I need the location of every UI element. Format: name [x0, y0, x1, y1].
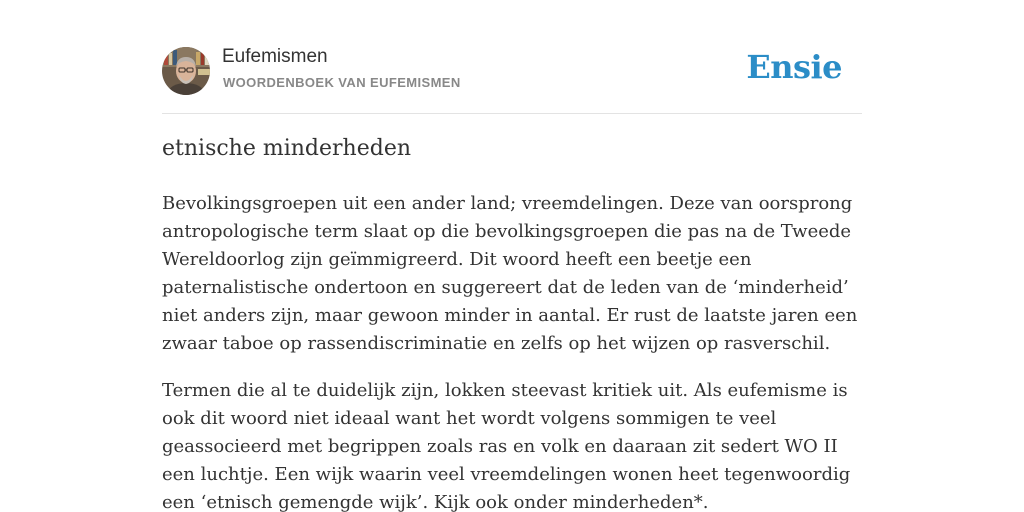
entry-paragraph-1: Bevolkingsgroepen uit een ander land; vreemdelingen. Deze van oorsprong antropologische term slaat op die bevolkingsgroepen die pas na de Tweede Wereldoorlog zijn geïmmigreerd. Dit woord heeft een beetje een paternalistische ondertoon en suggereert dat de leden van de ‘minderheid’ niet anders zijn, maar gewoon minder in aantal. Er rust de laatste jaren een zwaar taboe op rassendiscriminatie en zelfs op het wijzen op rasverschil.	[162, 193, 858, 354]
author-header	[162, 46, 862, 96]
avatar[interactable]	[162, 47, 210, 95]
author-subtitle: WOORDENBOEK VAN EUFEMISMEN	[223, 75, 461, 90]
avatar-portrait-image	[162, 47, 210, 95]
header-divider	[162, 113, 862, 114]
entry-body	[162, 190, 864, 512]
entry-paragraph-2: Termen die al te duidelijk zijn, lokken steevast kritiek uit. Als eufemisme is ook dit woord niet ideaal want het wordt volgens sommigen te veel geassocieerd met begrippen zoals ras en volk en daaraan zit sedert WO II een luchtje. Een wijk waarin veel vreemdelingen wonen heet tegenwoordig een ‘etnisch gemengde wijk’. Kijk ook onder minderheden*.	[162, 380, 851, 512]
entry-title: etnische minderheden	[162, 136, 412, 161]
ensie-logo[interactable]: Ensie	[746, 48, 842, 86]
author-name[interactable]: Eufemismen	[222, 46, 328, 67]
